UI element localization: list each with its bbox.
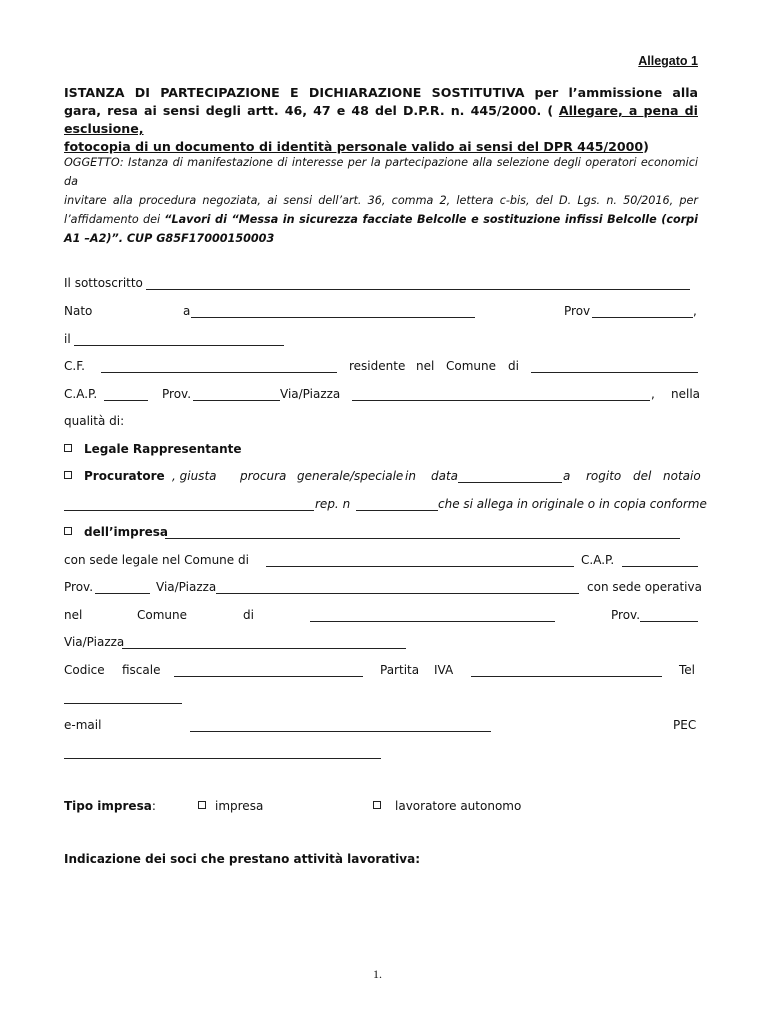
heading-legal-ref: gara, resa ai sensi degli artt. 46, 47 e 48 del D.P.R. n. 445/2000. ( (64, 103, 554, 118)
legale-option[interactable] (64, 442, 242, 456)
cap2-label: C.A.P. (581, 553, 615, 567)
procura-text: procura (240, 469, 287, 483)
via-piazza-label: Via/Piazza (280, 387, 341, 401)
a-rogito-text: a (563, 469, 571, 483)
codice-fiscale-field[interactable] (174, 664, 363, 677)
via-residenza-field[interactable] (352, 388, 650, 401)
data-text: data (431, 469, 459, 483)
nato-label: Nato (64, 304, 93, 318)
legale-checkbox[interactable] (64, 444, 72, 452)
autonomo-type-label: lavoratore autonomo (395, 799, 522, 813)
il-label: il (64, 332, 71, 346)
di-label: di (508, 359, 519, 373)
comma2: , (651, 387, 655, 401)
sottoscritto-field[interactable] (146, 277, 690, 290)
nella-label: nella (671, 387, 701, 401)
procuratore-option[interactable] (64, 469, 165, 483)
comune2-label: Comune (137, 608, 188, 622)
prov-residenza-field[interactable] (193, 388, 280, 401)
email-field[interactable] (190, 719, 491, 732)
heading-title: ISTANZA DI PARTECIPAZIONE E DICHIARAZIONE SOSTITUTIVA (64, 85, 525, 100)
heading-close-paren: ) (643, 139, 649, 154)
di2-label: di (243, 608, 254, 622)
autonomo-type-checkbox[interactable] (373, 801, 381, 809)
notaio-field[interactable] (64, 498, 314, 511)
comune-label: Comune (446, 359, 497, 373)
iva-label: IVA (434, 663, 454, 677)
nel-label: nel (416, 359, 435, 373)
pec-field[interactable] (64, 746, 381, 759)
soci-heading: Indicazione dei soci che prestano attività lavorativa: (64, 852, 420, 866)
data-nascita-field[interactable] (74, 333, 284, 346)
comune-residenza-field[interactable] (531, 360, 698, 373)
via-piazza2-label: Via/Piazza (156, 580, 217, 594)
data-procura-field[interactable] (458, 470, 562, 483)
allegato-label: Allegato 1 (638, 54, 698, 68)
prov3-label: Prov. (64, 580, 94, 594)
procuratore-checkbox[interactable] (64, 471, 72, 479)
oggetto-block (64, 153, 698, 248)
cap-field[interactable] (104, 388, 148, 401)
tipo-impresa-option-impresa[interactable] (198, 799, 263, 813)
legale-label: Legale Rappresentante (84, 442, 242, 456)
impresa-type-label: impresa (215, 799, 264, 813)
sede-legale-label: con sede legale nel Comune di (64, 553, 249, 567)
impresa-option[interactable] (64, 525, 168, 539)
oggetto-line-2: invitare alla procedura negoziata, ai sensi dell’art. 36, comma 2, lettera c-bis, del D. Lgs. n. 50/2016, per (64, 194, 698, 207)
residente-label: residente (349, 359, 406, 373)
prov-sede-field[interactable] (95, 581, 150, 594)
oggetto-line-3: l’affidamento dei (64, 213, 161, 226)
procuratore-label: Procuratore (84, 469, 165, 483)
email-label: e-mail (64, 718, 102, 732)
oggetto-lavori-title: “Lavori di “Messa in sicurezza facciate Belcolle e sostituzione infissi Belcolle (corpi (164, 213, 699, 226)
prov-label: Prov (564, 304, 591, 318)
rogito-text: rogito (586, 469, 622, 483)
impresa-field[interactable] (165, 526, 680, 539)
giusta-text: , giusta (172, 469, 217, 483)
via-piazza3-label: Via/Piazza (64, 635, 125, 649)
tipo-impresa (64, 799, 156, 813)
prov-sede-operativa-field[interactable] (640, 609, 698, 622)
sottoscritto-label: Il sottoscritto (64, 276, 143, 290)
notaio-text: notaio (663, 469, 701, 483)
tel-field[interactable] (64, 691, 182, 704)
tipo-impresa-label: Tipo impresa (64, 799, 152, 813)
generale-speciale-text: generale/speciale (297, 469, 404, 483)
tel-label: Tel (679, 663, 696, 677)
heading-title-rest: per l’ammissione alla (534, 85, 699, 100)
tipo-impresa-colon: : (151, 799, 156, 813)
impresa-type-checkbox[interactable] (198, 801, 206, 809)
oggetto-line-1: OGGETTO: Istanza di manifestazione di interesse per la partecipazione alla selezione degli operatori economici da (64, 156, 698, 188)
sede-operativa-label: con sede operativa (587, 580, 702, 594)
heading-attachment-note: Allegare, a pena di esclusione, (64, 103, 698, 136)
cf-field[interactable] (101, 360, 337, 373)
che-si-allega-text: che si allega in originale o in copia conforme (438, 497, 707, 511)
fiscale-label: fiscale (122, 663, 161, 677)
via-sede-field[interactable] (216, 581, 579, 594)
pec-label: PEC (673, 718, 697, 732)
tipo-impresa-option-autonomo[interactable] (373, 799, 521, 813)
cap-sede-field[interactable] (622, 554, 698, 567)
rep-label: rep. n (315, 497, 351, 511)
prov-nascita-field[interactable] (592, 305, 693, 318)
sede-operativa-comune-field[interactable] (310, 609, 555, 622)
codice-label: Codice (64, 663, 105, 677)
impresa-checkbox[interactable] (64, 527, 72, 535)
prov4-label: Prov. (611, 608, 641, 622)
qualita-label: qualità di: (64, 414, 125, 428)
oggetto-cup: A1 –A2)”. CUP G85F17000150003 (64, 232, 275, 245)
heading-attachment-note-cont: fotocopia di un documento di identità personale valido ai sensi del DPR 445/2000 (64, 139, 644, 154)
via-sede-operativa-field[interactable] (122, 636, 406, 649)
a-label: a (183, 304, 191, 318)
page-number: 1. (373, 967, 382, 981)
rep-field[interactable] (356, 498, 438, 511)
comma: , (693, 304, 697, 318)
sede-legale-comune-field[interactable] (266, 554, 574, 567)
partita-label: Partita (380, 663, 420, 677)
partita-iva-field[interactable] (471, 664, 662, 677)
in-text: in (405, 469, 416, 483)
cf-label: C.F. (64, 359, 85, 373)
document-heading (64, 84, 698, 156)
luogo-nascita-field[interactable] (191, 305, 475, 318)
prov2-label: Prov. (162, 387, 192, 401)
dellimpresa-label: dell’impresa (84, 525, 169, 539)
nel2-label: nel (64, 608, 83, 622)
cap-label: C.A.P. (64, 387, 98, 401)
del-text: del (633, 469, 652, 483)
